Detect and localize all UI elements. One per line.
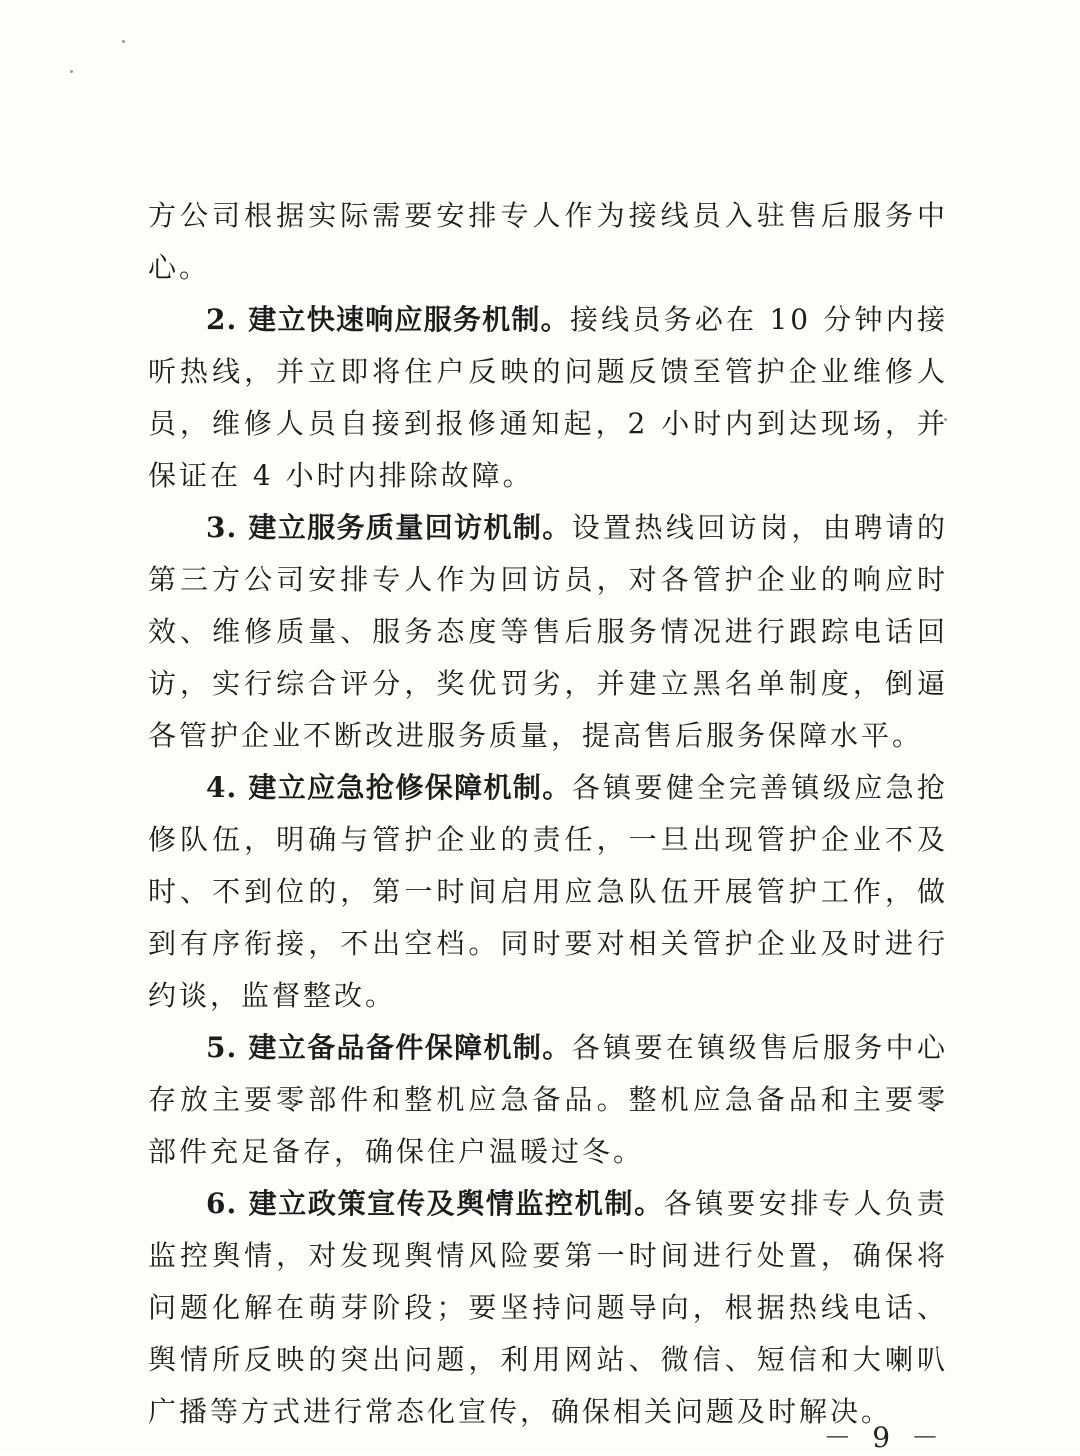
paragraph-heading: 2. 建立快速响应服务机制。 <box>206 303 570 336</box>
scan-speck <box>122 40 125 43</box>
paragraph-item-6 <box>148 1178 948 1438</box>
document-body <box>148 190 948 1438</box>
paragraph-text: 各镇要健全完善镇级应急抢修队伍，明确与管护企业的责任，一旦出现管护企业不及时、不到位的，第一时间启用应急队伍开展管护工作，做到有序衔接，不出空档。同时要对相关管护企业及时进行约谈，监督整改。 <box>148 771 948 1012</box>
paragraph-heading: 5. 建立备品备件保障机制。 <box>206 1031 572 1064</box>
paragraph-item-5 <box>148 1022 948 1178</box>
paragraph-item-3 <box>148 502 948 762</box>
paragraph-continuation <box>148 190 948 294</box>
paragraph-heading: 6. 建立政策宣传及舆情监控机制。 <box>206 1187 664 1220</box>
paragraph-item-4 <box>148 762 948 1022</box>
scan-speck <box>70 70 73 73</box>
paragraph-heading: 4. 建立应急抢修保障机制。 <box>206 771 572 804</box>
paragraph-item-2 <box>148 294 948 502</box>
paragraph-text: 接线员务必在 10 分钟内接听热线，并立即将住户反映的问题反馈至管护企业维修人员，维修人员自接到报修通知起，2 小时内到达现场，并保证在 4 小时内排除故障。 <box>148 303 948 492</box>
paragraph-text: 设置热线回访岗，由聘请的第三方公司安排专人作为回访员，对各管护企业的响应时效、维修质量、服务态度等售后服务情况进行跟踪电话回访，实行综合评分，奖优罚劣，并建立黑名单制度，倒逼各管护企业不断改进服务质量，提高售后服务保障水平。 <box>148 511 948 752</box>
paragraph-heading: 3. 建立服务质量回访机制。 <box>206 511 572 544</box>
page-number: － 9 － <box>823 1421 945 1454</box>
paragraph-text: 各镇要安排专人负责监控舆情，对发现舆情风险要第一时间进行处置，确保将问题化解在萌芽阶段；要坚持问题导向，根据热线电话、舆情所反映的突出问题，利用网站、微信、短信和大喇叭广播等方式进行常态化宣传，确保相关问题及时解决。 <box>148 1187 948 1428</box>
paragraph-text: 各镇要在镇级售后服务中心存放主要零部件和整机应急备品。整机应急备品和主要零部件充足备存，确保住户温暖过冬。 <box>148 1031 948 1168</box>
paragraph-text: 方公司根据实际需要安排专人作为接线员入驻售后服务中心。 <box>148 199 948 284</box>
